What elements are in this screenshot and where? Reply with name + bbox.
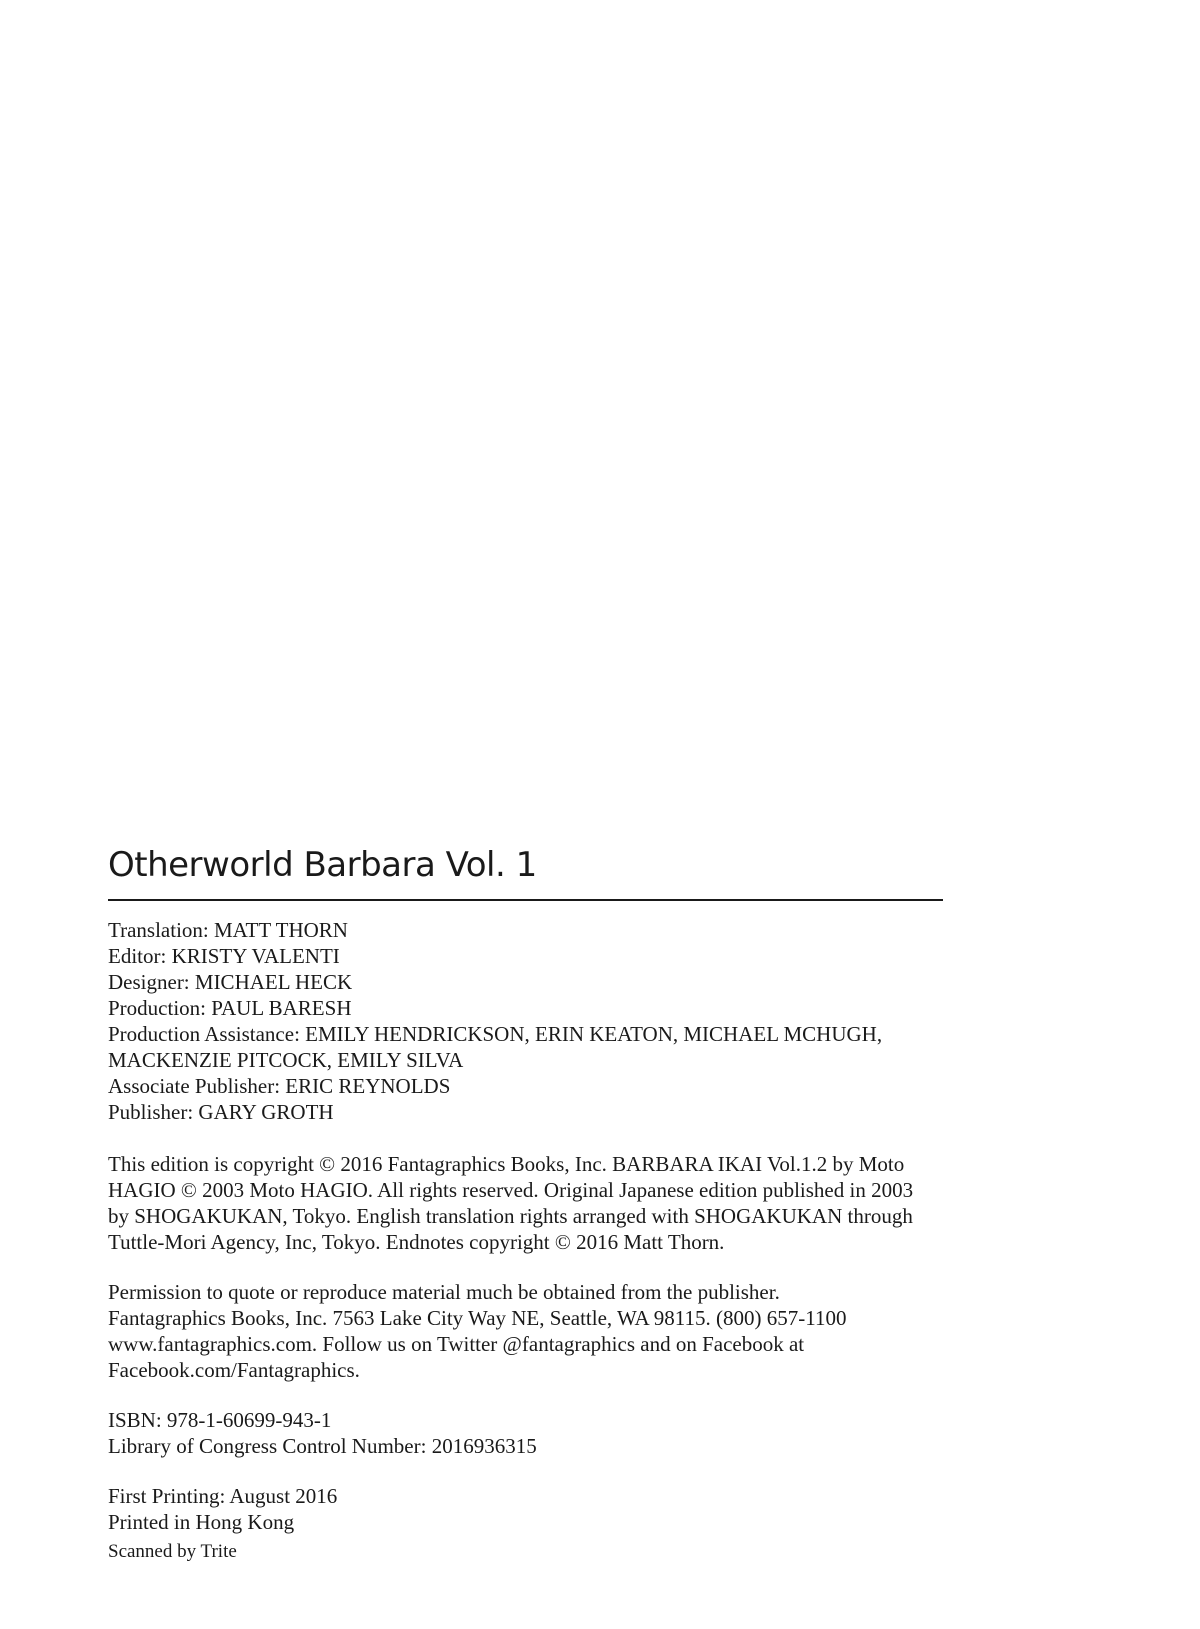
permission-line: Facebook.com/Fantagraphics. <box>108 1358 360 1382</box>
credit-line: MACKENZIE PITCOCK, EMILY SILVA <box>108 1048 464 1072</box>
copyright-block <box>108 1151 943 1255</box>
copyright-line: This edition is copyright © 2016 Fantagraphics Books, Inc. BARBARA IKAI Vol.1.2 by Moto <box>108 1152 905 1176</box>
book-title: Otherworld Barbara Vol. 1 <box>108 845 537 885</box>
printing-block <box>108 1483 943 1535</box>
permission-line: Permission to quote or reproduce material much be obtained from the publisher. <box>108 1280 780 1304</box>
title-rule <box>108 899 943 901</box>
credits-block <box>108 917 943 1125</box>
permission-line: Fantagraphics Books, Inc. 7563 Lake City Way NE, Seattle, WA 98115. (800) 657-1100 <box>108 1306 847 1330</box>
printed-in: Printed in Hong Kong <box>108 1510 295 1534</box>
credit-line: Designer: MICHAEL HECK <box>108 970 353 994</box>
identifiers-block <box>108 1407 943 1459</box>
colophon <box>108 843 943 1565</box>
scanned-by: Scanned by Trite <box>108 1541 237 1562</box>
credit-line: Translation: MATT THORN <box>108 918 348 942</box>
credit-line: Editor: KRISTY VALENTI <box>108 944 340 968</box>
copyright-line: HAGIO © 2003 Moto HAGIO. All rights reserved. Original Japanese edition published in 2003 <box>108 1178 914 1202</box>
first-printing: First Printing: August 2016 <box>108 1484 338 1508</box>
permission-line: www.fantagraphics.com. Follow us on Twitter @fantagraphics and on Facebook at <box>108 1332 805 1356</box>
isbn: ISBN: 978-1-60699-943-1 <box>108 1408 332 1432</box>
credit-line: Production: PAUL BARESH <box>108 996 352 1020</box>
copyright-line: Tuttle-Mori Agency, Inc, Tokyo. Endnotes copyright © 2016 Matt Thorn. <box>108 1230 725 1254</box>
lccn: Library of Congress Control Number: 2016936315 <box>108 1434 537 1458</box>
copyright-line: by SHOGAKUKAN, Tokyo. English translation rights arranged with SHOGAKUKAN through <box>108 1204 913 1228</box>
credit-line: Publisher: GARY GROTH <box>108 1100 334 1124</box>
credit-line: Associate Publisher: ERIC REYNOLDS <box>108 1074 451 1098</box>
permission-block <box>108 1279 943 1383</box>
credit-line: Production Assistance: EMILY HENDRICKSON, ERIN KEATON, MICHAEL MCHUGH, <box>108 1022 883 1046</box>
